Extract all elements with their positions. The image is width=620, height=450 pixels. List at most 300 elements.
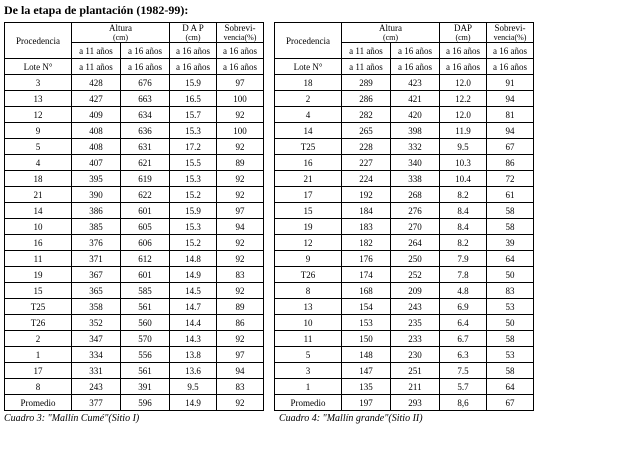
header-dap-label: DAP — [453, 23, 472, 33]
cell-altura-16: 676 — [121, 75, 170, 91]
cell-altura-11: 150 — [342, 331, 391, 347]
cell-dap-16: 7.8 — [440, 267, 487, 283]
table-row — [275, 155, 534, 171]
header-dap-unit: (cm) — [455, 33, 471, 42]
table-row — [5, 123, 264, 139]
table-row — [275, 123, 534, 139]
header-altura-unit: (cm) — [382, 33, 399, 42]
cell-lote: 3 — [275, 363, 342, 379]
subheader-sobre-16: a 16 años — [217, 43, 264, 59]
table-row — [5, 203, 264, 219]
cell-dap-16: 12.0 — [440, 107, 487, 123]
header-procedencia: Procedencia — [275, 23, 342, 59]
cell-sobrevivencia-16: 94 — [487, 91, 534, 107]
cell-altura-11: 182 — [342, 235, 391, 251]
cell-sobrevivencia-16: 92 — [217, 139, 264, 155]
cell-altura-11: 135 — [342, 379, 391, 395]
cell-dap-16: 6.4 — [440, 315, 487, 331]
cell-altura-16: 636 — [121, 123, 170, 139]
table-row — [5, 107, 264, 123]
table-body-cuadro-3 — [5, 75, 264, 411]
cell-altura-11: 367 — [72, 267, 121, 283]
cell-sobrevivencia-16: 50 — [487, 315, 534, 331]
subheader-dap-16: a 16 años — [440, 43, 487, 59]
cell-dap-16: 10.3 — [440, 155, 487, 171]
subheader-altura-11-b: a 11 años — [342, 59, 391, 75]
cell-sobrevivencia-16: 83 — [217, 267, 264, 283]
cell-sobrevivencia-16: 86 — [217, 315, 264, 331]
data-table-cuadro-4 — [274, 22, 534, 411]
subheader-altura-16: a 16 años — [391, 43, 440, 59]
cell-altura-11: 376 — [72, 235, 121, 251]
table-row — [5, 235, 264, 251]
data-table-cuadro-3 — [4, 22, 264, 411]
cell-altura-16: 612 — [121, 251, 170, 267]
cell-altura-16: 663 — [121, 91, 170, 107]
cell-lote: T25 — [275, 139, 342, 155]
table-header-group-row — [5, 23, 264, 43]
cell-lote: T26 — [275, 267, 342, 283]
cell-lote: 9 — [275, 251, 342, 267]
cell-altura-16: 561 — [121, 363, 170, 379]
cell-altura-11: 385 — [72, 219, 121, 235]
subheader-altura-11: a 11 años — [342, 43, 391, 59]
table-header-lote-row — [5, 59, 264, 75]
cell-altura-16: 250 — [391, 251, 440, 267]
cell-dap-16: 15.7 — [170, 107, 217, 123]
table-row — [5, 331, 264, 347]
cell-lote: 4 — [275, 107, 342, 123]
subheader-altura-16: a 16 años — [121, 43, 170, 59]
cell-sobrevivencia-16: 64 — [487, 379, 534, 395]
cell-dap-16: 7.5 — [440, 363, 487, 379]
cell-sobrevivencia-16: 53 — [487, 299, 534, 315]
cell-altura-16: 421 — [391, 91, 440, 107]
cell-altura-11: 371 — [72, 251, 121, 267]
cell-altura-16: 556 — [121, 347, 170, 363]
cell-altura-11: 174 — [342, 267, 391, 283]
cell-dap-16: 4.8 — [440, 283, 487, 299]
cell-altura-16: 209 — [391, 283, 440, 299]
cell-sobrevivencia-16: 89 — [217, 155, 264, 171]
cell-altura-11: 331 — [72, 363, 121, 379]
cell-dap-16: 13.6 — [170, 363, 217, 379]
cell-lote: 2 — [5, 331, 72, 347]
cell-promedio-sobrevivencia-16: 92 — [217, 395, 264, 411]
table-header-group-row — [275, 23, 534, 43]
cell-altura-11: 192 — [342, 187, 391, 203]
cell-lote: 17 — [275, 187, 342, 203]
header-sobrevivencia — [217, 23, 264, 43]
cell-altura-11: 286 — [342, 91, 391, 107]
cell-altura-11: 409 — [72, 107, 121, 123]
table-row — [275, 187, 534, 203]
table-row — [275, 379, 534, 395]
table-row — [275, 347, 534, 363]
cell-sobrevivencia-16: 58 — [487, 203, 534, 219]
table-row — [275, 219, 534, 235]
cell-altura-11: 408 — [72, 139, 121, 155]
cell-lote: 21 — [275, 171, 342, 187]
subheader-altura-11-b: a 11 años — [72, 59, 121, 75]
cell-lote: 1 — [275, 379, 342, 395]
cell-altura-16: 268 — [391, 187, 440, 203]
cell-lote: 21 — [5, 187, 72, 203]
cell-dap-16: 15.9 — [170, 203, 217, 219]
cell-dap-16: 8.4 — [440, 219, 487, 235]
cell-sobrevivencia-16: 94 — [217, 363, 264, 379]
table-row — [275, 235, 534, 251]
cell-sobrevivencia-16: 83 — [487, 283, 534, 299]
cell-lote: 4 — [5, 155, 72, 171]
cell-altura-11: 352 — [72, 315, 121, 331]
subheader-altura-16-b: a 16 años — [391, 59, 440, 75]
table-row — [275, 107, 534, 123]
table-row — [5, 299, 264, 315]
cell-altura-16: 560 — [121, 315, 170, 331]
cell-dap-16: 14.9 — [170, 267, 217, 283]
table-row — [275, 299, 534, 315]
cell-altura-11: 148 — [342, 347, 391, 363]
cell-altura-11: 386 — [72, 203, 121, 219]
cell-sobrevivencia-16: 92 — [217, 171, 264, 187]
cell-dap-16: 9.5 — [440, 139, 487, 155]
cell-dap-16: 15.2 — [170, 187, 217, 203]
cell-sobrevivencia-16: 64 — [487, 251, 534, 267]
cell-sobrevivencia-16: 58 — [487, 363, 534, 379]
cell-altura-16: 634 — [121, 107, 170, 123]
cell-altura-11: 265 — [342, 123, 391, 139]
cell-altura-11: 408 — [72, 123, 121, 139]
table-block-cuadro-4 — [274, 22, 534, 411]
cell-altura-16: 391 — [121, 379, 170, 395]
table-row — [5, 379, 264, 395]
cell-dap-16: 14.8 — [170, 251, 217, 267]
cell-sobrevivencia-16: 67 — [487, 139, 534, 155]
table-caption-cuadro-4: Cuadro 4: "Mallín grande"(Sitio II) — [279, 413, 423, 424]
cell-promedio-dap-16: 14.9 — [170, 395, 217, 411]
cell-altura-11: 224 — [342, 171, 391, 187]
table-row — [275, 75, 534, 91]
cell-lote: 8 — [275, 283, 342, 299]
cell-dap-16: 8.2 — [440, 187, 487, 203]
table-row — [275, 203, 534, 219]
cell-dap-16: 12.2 — [440, 91, 487, 107]
cell-promedio-altura-16: 293 — [391, 395, 440, 411]
cell-lote: 14 — [275, 123, 342, 139]
cell-dap-16: 6.3 — [440, 347, 487, 363]
cell-dap-16: 14.5 — [170, 283, 217, 299]
cell-altura-11: 358 — [72, 299, 121, 315]
cell-altura-16: 398 — [391, 123, 440, 139]
cell-altura-16: 233 — [391, 331, 440, 347]
cell-sobrevivencia-16: 83 — [217, 379, 264, 395]
cell-dap-16: 9.5 — [170, 379, 217, 395]
subheader-altura-11: a 11 años — [72, 43, 121, 59]
cell-altura-11: 183 — [342, 219, 391, 235]
cell-altura-16: 601 — [121, 203, 170, 219]
table-row — [5, 363, 264, 379]
table-row — [5, 267, 264, 283]
document-page — [0, 4, 620, 450]
cell-lote: 17 — [5, 363, 72, 379]
cell-altura-11: 227 — [342, 155, 391, 171]
table-row — [5, 139, 264, 155]
cell-sobrevivencia-16: 86 — [487, 155, 534, 171]
cell-sobrevivencia-16: 94 — [487, 123, 534, 139]
cell-sobrevivencia-16: 91 — [487, 75, 534, 91]
cell-altura-11: 407 — [72, 155, 121, 171]
cell-sobrevivencia-16: 92 — [217, 235, 264, 251]
subheader-sobre-16-b: a 16 años — [217, 59, 264, 75]
cell-altura-16: 264 — [391, 235, 440, 251]
table-row — [5, 171, 264, 187]
cell-sobrevivencia-16: 61 — [487, 187, 534, 203]
cell-altura-16: 601 — [121, 267, 170, 283]
cell-altura-16: 631 — [121, 139, 170, 155]
cell-altura-11: 184 — [342, 203, 391, 219]
cell-sobrevivencia-16: 100 — [217, 123, 264, 139]
cell-lote: 15 — [5, 283, 72, 299]
cell-sobrevivencia-16: 92 — [217, 107, 264, 123]
subheader-dap-16: a 16 años — [170, 43, 217, 59]
cell-sobrevivencia-16: 89 — [217, 299, 264, 315]
cell-dap-16: 5.7 — [440, 379, 487, 395]
cell-dap-16: 16.5 — [170, 91, 217, 107]
table-row — [5, 155, 264, 171]
table-row — [275, 363, 534, 379]
header-altura — [72, 23, 170, 43]
table-summary-row — [5, 395, 264, 411]
table-row — [5, 283, 264, 299]
table-caption-cuadro-3: Cuadro 3: "Mallín Cumé"(Sitio I) — [4, 413, 140, 424]
cell-promedio-dap-16: 8,6 — [440, 395, 487, 411]
cell-altura-11: 334 — [72, 347, 121, 363]
cell-altura-16: 606 — [121, 235, 170, 251]
cell-lote: 5 — [5, 139, 72, 155]
cell-altura-16: 619 — [121, 171, 170, 187]
cell-altura-11: 168 — [342, 283, 391, 299]
cell-dap-16: 7.9 — [440, 251, 487, 267]
cell-altura-16: 230 — [391, 347, 440, 363]
cell-altura-11: 153 — [342, 315, 391, 331]
subheader-lote: Lote N° — [275, 59, 342, 75]
header-dap — [440, 23, 487, 43]
cell-lote: 2 — [275, 91, 342, 107]
header-procedencia: Procedencia — [5, 23, 72, 59]
cell-lote: 16 — [275, 155, 342, 171]
cell-sobrevivencia-16: 50 — [487, 267, 534, 283]
cell-lote: 15 — [275, 203, 342, 219]
header-sobrevivencia-label: Sobrevi- — [494, 23, 526, 33]
cell-sobrevivencia-16: 100 — [217, 91, 264, 107]
table-row — [275, 331, 534, 347]
cell-lote: T26 — [5, 315, 72, 331]
table-row — [275, 91, 534, 107]
cell-sobrevivencia-16: 97 — [217, 203, 264, 219]
cell-dap-16: 8.4 — [440, 203, 487, 219]
cell-lote: 3 — [5, 75, 72, 91]
cell-lote: 9 — [5, 123, 72, 139]
cell-altura-11: 176 — [342, 251, 391, 267]
header-altura — [342, 23, 440, 43]
table-row — [5, 315, 264, 331]
table-row — [275, 171, 534, 187]
cell-sobrevivencia-16: 92 — [217, 251, 264, 267]
subheader-dap-16-b: a 16 años — [440, 59, 487, 75]
cell-sobrevivencia-16: 58 — [487, 219, 534, 235]
cell-lote: 16 — [5, 235, 72, 251]
header-altura-label: Altura — [109, 23, 132, 33]
cell-altura-11: 365 — [72, 283, 121, 299]
cell-dap-16: 15.3 — [170, 219, 217, 235]
captions-row — [0, 413, 620, 424]
cell-altura-16: 605 — [121, 219, 170, 235]
cell-lote: 11 — [275, 331, 342, 347]
table-row — [5, 187, 264, 203]
cell-dap-16: 6.9 — [440, 299, 487, 315]
cell-dap-16: 14.4 — [170, 315, 217, 331]
cell-dap-16: 10.4 — [440, 171, 487, 187]
cell-sobrevivencia-16: 94 — [217, 219, 264, 235]
tables-container — [0, 22, 620, 411]
cell-sobrevivencia-16: 92 — [217, 331, 264, 347]
cell-altura-11: 390 — [72, 187, 121, 203]
subheader-lote: Lote N° — [5, 59, 72, 75]
cell-lote: 18 — [275, 75, 342, 91]
table-row — [5, 251, 264, 267]
cell-altura-16: 585 — [121, 283, 170, 299]
table-summary-row — [275, 395, 534, 411]
cell-dap-16: 17.2 — [170, 139, 217, 155]
cell-altura-16: 423 — [391, 75, 440, 91]
cell-lote: 5 — [275, 347, 342, 363]
cell-promedio-altura-11: 377 — [72, 395, 121, 411]
cell-lote: 19 — [275, 219, 342, 235]
cell-lote: 13 — [275, 299, 342, 315]
subheader-altura-16-b: a 16 años — [121, 59, 170, 75]
cell-altura-16: 561 — [121, 299, 170, 315]
cell-sobrevivencia-16: 97 — [217, 75, 264, 91]
cell-altura-11: 243 — [72, 379, 121, 395]
cell-sobrevivencia-16: 58 — [487, 331, 534, 347]
cell-promedio-label: Promedio — [5, 395, 72, 411]
header-dap-unit: (cm) — [185, 33, 201, 42]
page-title: De la etapa de plantación (1982-99): — [4, 3, 189, 17]
header-dap — [170, 23, 217, 43]
header-sobrevivencia — [487, 23, 534, 43]
table-row — [5, 219, 264, 235]
table-body-cuadro-4 — [275, 75, 534, 411]
cell-altura-16: 270 — [391, 219, 440, 235]
cell-altura-16: 338 — [391, 171, 440, 187]
cell-dap-16: 15.9 — [170, 75, 217, 91]
cell-sobrevivencia-16: 53 — [487, 347, 534, 363]
cell-promedio-altura-16: 596 — [121, 395, 170, 411]
cell-dap-16: 14.3 — [170, 331, 217, 347]
subheader-dap-16-b: a 16 años — [170, 59, 217, 75]
cell-dap-16: 15.5 — [170, 155, 217, 171]
cell-altura-16: 235 — [391, 315, 440, 331]
cell-dap-16: 8.2 — [440, 235, 487, 251]
cell-lote: 14 — [5, 203, 72, 219]
table-header-lote-row — [275, 59, 534, 75]
cell-altura-16: 621 — [121, 155, 170, 171]
cell-altura-16: 243 — [391, 299, 440, 315]
cell-promedio-altura-11: 197 — [342, 395, 391, 411]
cell-altura-11: 282 — [342, 107, 391, 123]
cell-dap-16: 6.7 — [440, 331, 487, 347]
cell-dap-16: 13.8 — [170, 347, 217, 363]
cell-altura-11: 289 — [342, 75, 391, 91]
table-row — [275, 251, 534, 267]
cell-altura-16: 622 — [121, 187, 170, 203]
table-row — [5, 75, 264, 91]
cell-altura-11: 347 — [72, 331, 121, 347]
cell-altura-11: 154 — [342, 299, 391, 315]
cell-altura-11: 427 — [72, 91, 121, 107]
cell-altura-16: 211 — [391, 379, 440, 395]
table-row — [5, 347, 264, 363]
cell-sobrevivencia-16: 81 — [487, 107, 534, 123]
subheader-sobre-16: a 16 años — [487, 43, 534, 59]
cell-sobrevivencia-16: 72 — [487, 171, 534, 187]
cell-lote: 11 — [5, 251, 72, 267]
header-dap-label: D A P — [182, 23, 204, 33]
cell-altura-11: 395 — [72, 171, 121, 187]
cell-altura-16: 276 — [391, 203, 440, 219]
cell-altura-16: 570 — [121, 331, 170, 347]
cell-dap-16: 12.0 — [440, 75, 487, 91]
table-row — [5, 91, 264, 107]
cell-dap-16: 14.7 — [170, 299, 217, 315]
header-altura-unit: (cm) — [112, 33, 129, 42]
cell-sobrevivencia-16: 97 — [217, 347, 264, 363]
cell-promedio-label: Promedio — [275, 395, 342, 411]
cell-sobrevivencia-16: 39 — [487, 235, 534, 251]
header-sobrevivencia-unit: vencia(%) — [223, 33, 257, 42]
table-row — [275, 283, 534, 299]
cell-dap-16: 11.9 — [440, 123, 487, 139]
table-row — [275, 267, 534, 283]
subheader-sobre-16-b: a 16 años — [487, 59, 534, 75]
cell-altura-11: 228 — [342, 139, 391, 155]
cell-lote: 10 — [5, 219, 72, 235]
cell-promedio-sobrevivencia-16: 67 — [487, 395, 534, 411]
cell-altura-16: 420 — [391, 107, 440, 123]
table-block-cuadro-3 — [4, 22, 264, 411]
cell-lote: 12 — [5, 107, 72, 123]
table-row — [275, 315, 534, 331]
cell-dap-16: 15.3 — [170, 171, 217, 187]
cell-dap-16: 15.2 — [170, 235, 217, 251]
cell-lote: 19 — [5, 267, 72, 283]
cell-altura-11: 147 — [342, 363, 391, 379]
cell-lote: 13 — [5, 91, 72, 107]
cell-dap-16: 15.3 — [170, 123, 217, 139]
cell-lote: 18 — [5, 171, 72, 187]
header-altura-label: Altura — [379, 23, 402, 33]
cell-altura-16: 340 — [391, 155, 440, 171]
table-row — [275, 139, 534, 155]
cell-lote: 1 — [5, 347, 72, 363]
cell-altura-16: 252 — [391, 267, 440, 283]
cell-altura-16: 251 — [391, 363, 440, 379]
cell-altura-11: 428 — [72, 75, 121, 91]
cell-lote: T25 — [5, 299, 72, 315]
cell-lote: 8 — [5, 379, 72, 395]
cell-altura-16: 332 — [391, 139, 440, 155]
